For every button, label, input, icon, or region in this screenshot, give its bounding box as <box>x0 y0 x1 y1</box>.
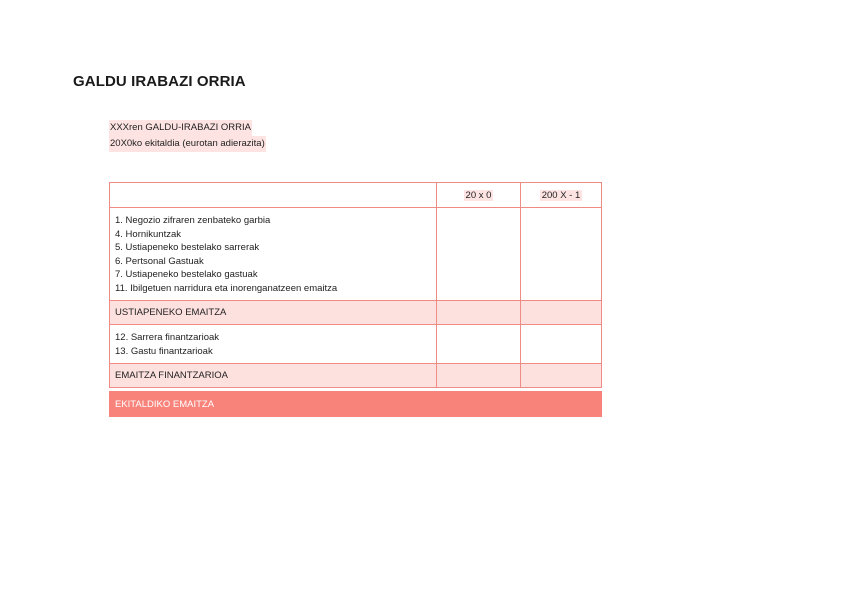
financial-result-row <box>110 364 602 388</box>
financial-items-row <box>110 325 602 364</box>
operating-result-label: USTIAPENEKO EMAITZA <box>110 301 437 325</box>
header-year1-cell <box>437 183 521 208</box>
operating-result-row <box>110 301 602 325</box>
statement-heading <box>109 120 266 152</box>
operating-items-cell <box>110 208 437 301</box>
fiscal-year-note: 20X0ko ekitaldia (eurotan adierazita) <box>109 136 266 152</box>
list-item: 12. Sarrera finantzarioak <box>115 332 220 343</box>
header-label-cell <box>110 183 437 208</box>
header-year1: 20 x 0 <box>465 189 492 201</box>
income-statement-table <box>109 182 602 417</box>
list-item: 1. Negozio zifraren zenbateko garbia <box>115 215 271 226</box>
financial-result-label: EMAITZA FINANTZARIOA <box>110 364 437 388</box>
header-year2-cell <box>521 183 602 208</box>
financial-year2-value <box>521 325 602 364</box>
operating-result-year2 <box>521 301 602 325</box>
operating-result-year1 <box>437 301 521 325</box>
list-item: 5. Ustiapeneko bestelako sarrerak <box>115 242 260 254</box>
list-item: 6. Pertsonal Gastuak <box>115 255 204 267</box>
financial-items-cell <box>110 325 437 364</box>
list-item: 4. Hornikuntzak <box>115 228 182 240</box>
financial-year1-value <box>437 325 521 364</box>
list-item: 11. Ibilgetuen narridura eta inorenganatzeen emaitza <box>115 282 338 294</box>
table-header-row <box>110 183 602 208</box>
header-year2: 200 X - 1 <box>541 189 581 201</box>
company-statement-title: XXXren GALDU-IRABAZI ORRIA <box>109 120 252 136</box>
operating-year2-value <box>521 208 602 301</box>
operating-items-row <box>110 208 602 301</box>
list-item: 13. Gastu finantzarioak <box>115 345 213 357</box>
year-result-row <box>110 392 602 417</box>
year-result-label: EKITALDIKO EMAITZA <box>110 392 602 417</box>
financial-result-year2 <box>521 364 602 388</box>
financial-result-year1 <box>437 364 521 388</box>
list-item: 7. Ustiapeneko bestelako gastuak <box>115 269 258 281</box>
operating-year1-value <box>437 208 521 301</box>
document-title: GALDU IRABAZI ORRIA <box>73 73 246 90</box>
